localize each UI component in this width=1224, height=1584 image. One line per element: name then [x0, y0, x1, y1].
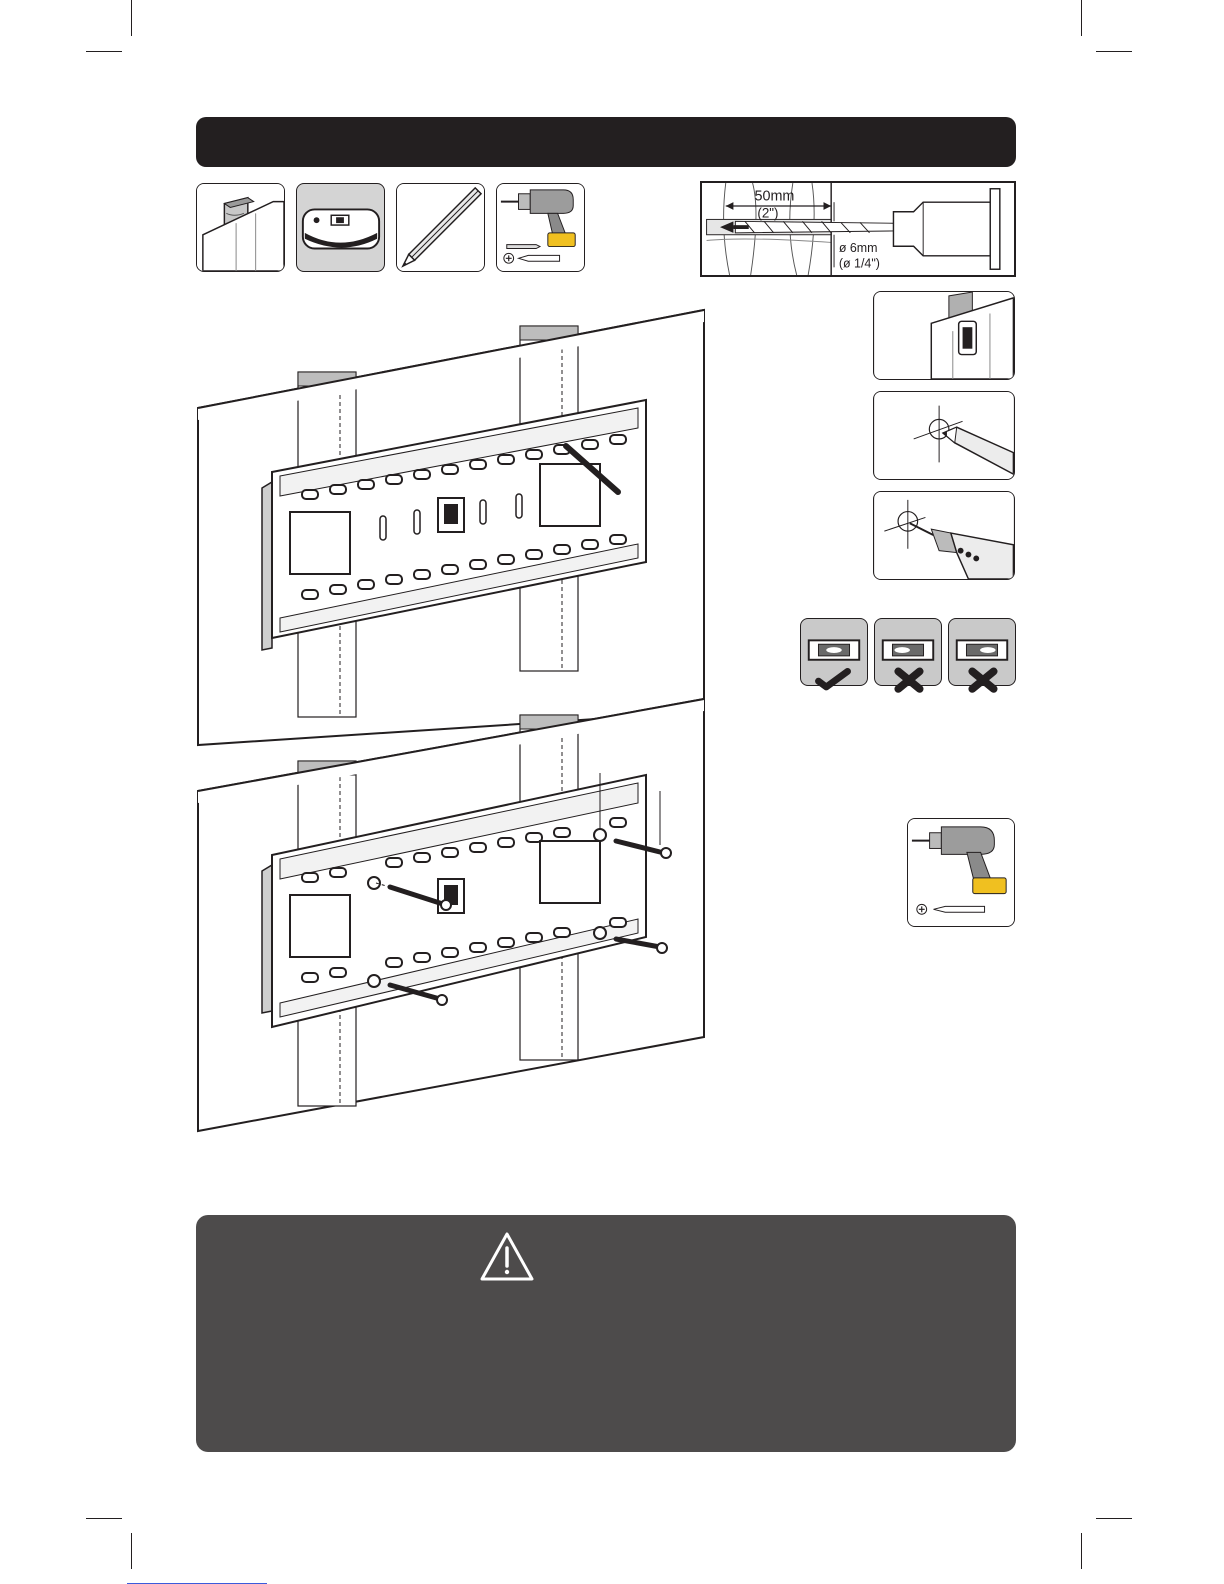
diameter-metric-label: ø 6mm — [838, 241, 878, 255]
warning-icon — [479, 1231, 535, 1283]
crop-mark — [1096, 51, 1132, 52]
crop-mark — [1096, 1518, 1132, 1519]
section-title-bar — [196, 117, 1016, 167]
level-correct-box — [800, 618, 868, 686]
diameter-imperial-label: (ø 1/4") — [838, 256, 880, 271]
cross-mark-icon — [898, 671, 919, 688]
check-mark-icon — [818, 671, 847, 687]
crop-mark — [86, 51, 122, 52]
crop-mark — [86, 1518, 122, 1519]
crop-mark — [131, 1533, 132, 1569]
pencil-icon — [396, 183, 485, 272]
install-bolts-illustration — [190, 695, 710, 1140]
cross-mark-icon — [972, 671, 993, 688]
level-incorrect-box — [948, 618, 1016, 686]
crop-mark — [131, 0, 132, 36]
warning-panel — [196, 1215, 1016, 1452]
power-drill-icon — [496, 183, 585, 272]
drill-depth-diagram — [700, 181, 1016, 277]
mark-holes-illustration — [190, 300, 710, 755]
level-incorrect-box — [874, 618, 942, 686]
depth-imperial-label: (2") — [757, 205, 779, 221]
mark-hole-step — [873, 391, 1015, 480]
stud-finder-icon — [296, 183, 385, 272]
find-stud-step — [873, 291, 1015, 380]
crop-mark — [1081, 1533, 1082, 1569]
drill-hole-step — [873, 491, 1015, 580]
depth-metric-label: 50mm — [754, 188, 795, 205]
wood-stud-icon — [196, 183, 285, 272]
crop-mark — [1081, 0, 1082, 36]
screwdriver-drill-icon — [907, 818, 1015, 927]
